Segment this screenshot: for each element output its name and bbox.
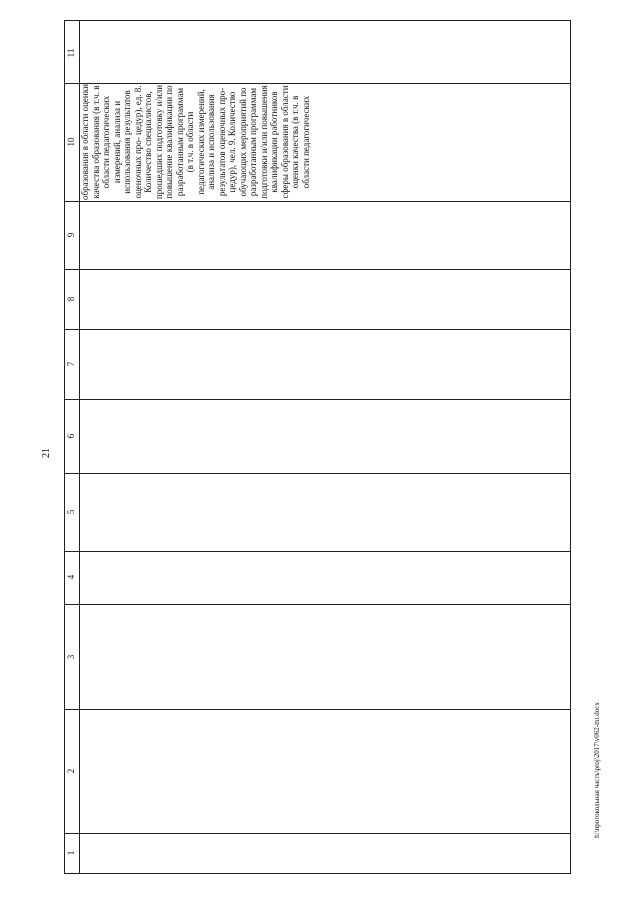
- column-header-9: 9: [66, 232, 76, 238]
- column-header-3: 3: [66, 654, 76, 660]
- column-header-11: 11: [66, 48, 76, 58]
- column-header-1: 1: [66, 850, 76, 856]
- column10-cell: [80, 84, 571, 200]
- column-border: [65, 269, 570, 270]
- column-border: [65, 833, 570, 834]
- column-header-2: 2: [66, 768, 76, 774]
- column-border: [65, 399, 570, 400]
- column-header-5: 5: [66, 509, 76, 515]
- page-number: 21: [41, 448, 52, 458]
- column-header-4: 4: [66, 574, 76, 580]
- column-border: [65, 709, 570, 710]
- column-border: [65, 473, 570, 474]
- footer-path-text: h:\протокольная часть\proj\2017\v062-mt.docx: [593, 702, 601, 838]
- indicator-table: [64, 20, 571, 874]
- column10-text: образования в области оценки качества образования (в т.ч. в области педагогических измерений, анализа и использования результатов оценочных про- цедур), ед. 8. Количество специалистов, прошедших подготовку и/или повышение квалификации по разработанным программам (в т.ч. в области педагогических измерений, анализа и использования результатов оценочных про- цедур), чел. 9. Количество обучающих мероприятий по разработанным программам подготовки и/или повышения квалификации работников сферы образования в области оценки качества (в т.ч. в области педагогических: [80, 84, 311, 200]
- column-header-8: 8: [66, 296, 76, 302]
- column-header-7: 7: [66, 361, 76, 367]
- column-header-10: 10: [66, 137, 76, 147]
- column-border: [65, 329, 570, 330]
- column-border: [65, 604, 570, 605]
- column-border: [65, 551, 570, 552]
- column-border: [65, 201, 570, 202]
- column-header-6: 6: [66, 433, 76, 439]
